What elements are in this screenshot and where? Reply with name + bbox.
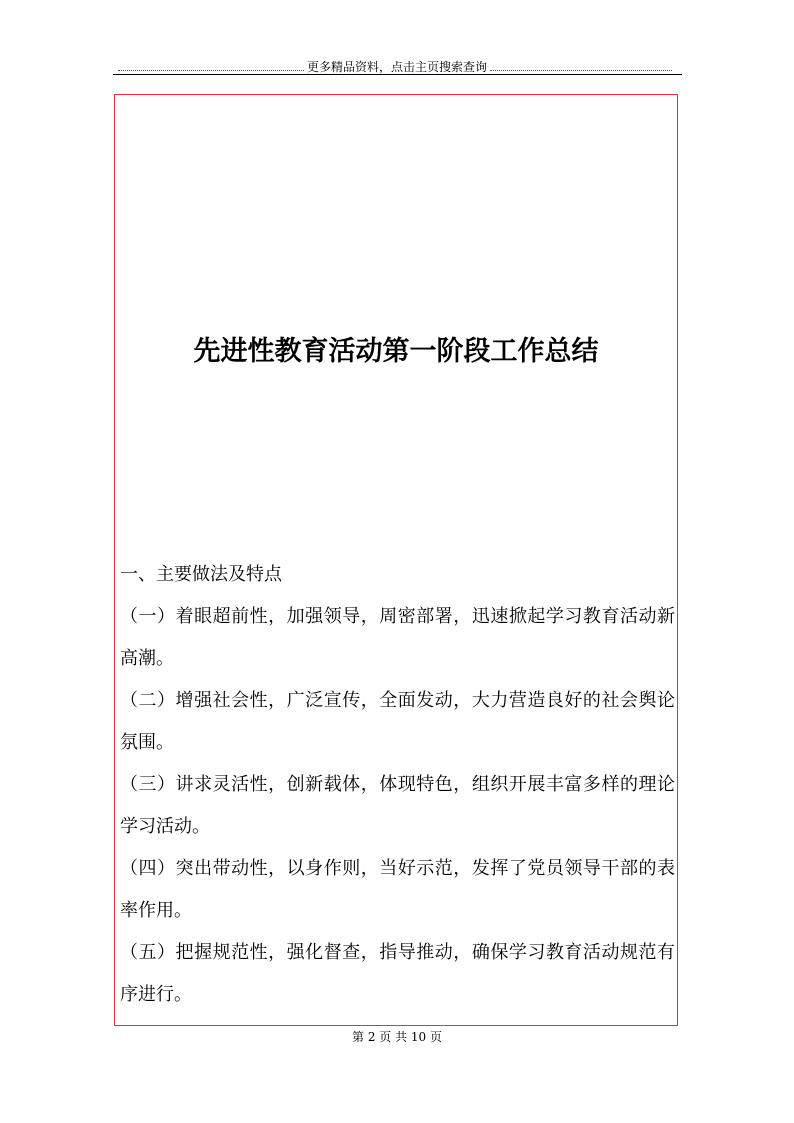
header-dotted-rule-left bbox=[118, 70, 304, 71]
document-title: 先进性教育活动第一阶段工作总结 bbox=[193, 336, 599, 367]
header-rule bbox=[113, 74, 682, 75]
paragraph-item: （三）讲求灵活性，创新载体，体现特色，组织开展丰富多样的理论学习活动。 bbox=[120, 774, 675, 837]
document-body bbox=[120, 554, 675, 1016]
header-dotted-rule-right bbox=[490, 70, 672, 71]
paragraph-item: （一）着眼超前性，加强领导，周密部署，迅速掀起学习教育活动新高潮。 bbox=[120, 606, 675, 669]
section-heading: 一、主要做法及特点 bbox=[120, 564, 282, 585]
paragraph-item: （五）把握规范性，强化督查，指导推动，确保学习教育活动规范有序进行。 bbox=[120, 942, 675, 1005]
paragraph-item: （二）增强社会性，广泛宣传，全面发动，大力营造良好的社会舆论氛围。 bbox=[120, 690, 675, 753]
paragraph-item: （四）突出带动性，以身作则，当好示范，发挥了党员领导干部的表率作用。 bbox=[120, 858, 675, 921]
header-promo-text: 更多精品资料，点击主页搜索查询 bbox=[304, 60, 490, 74]
page-indicator: 第 2 页 共 10 页 bbox=[352, 1030, 442, 1044]
